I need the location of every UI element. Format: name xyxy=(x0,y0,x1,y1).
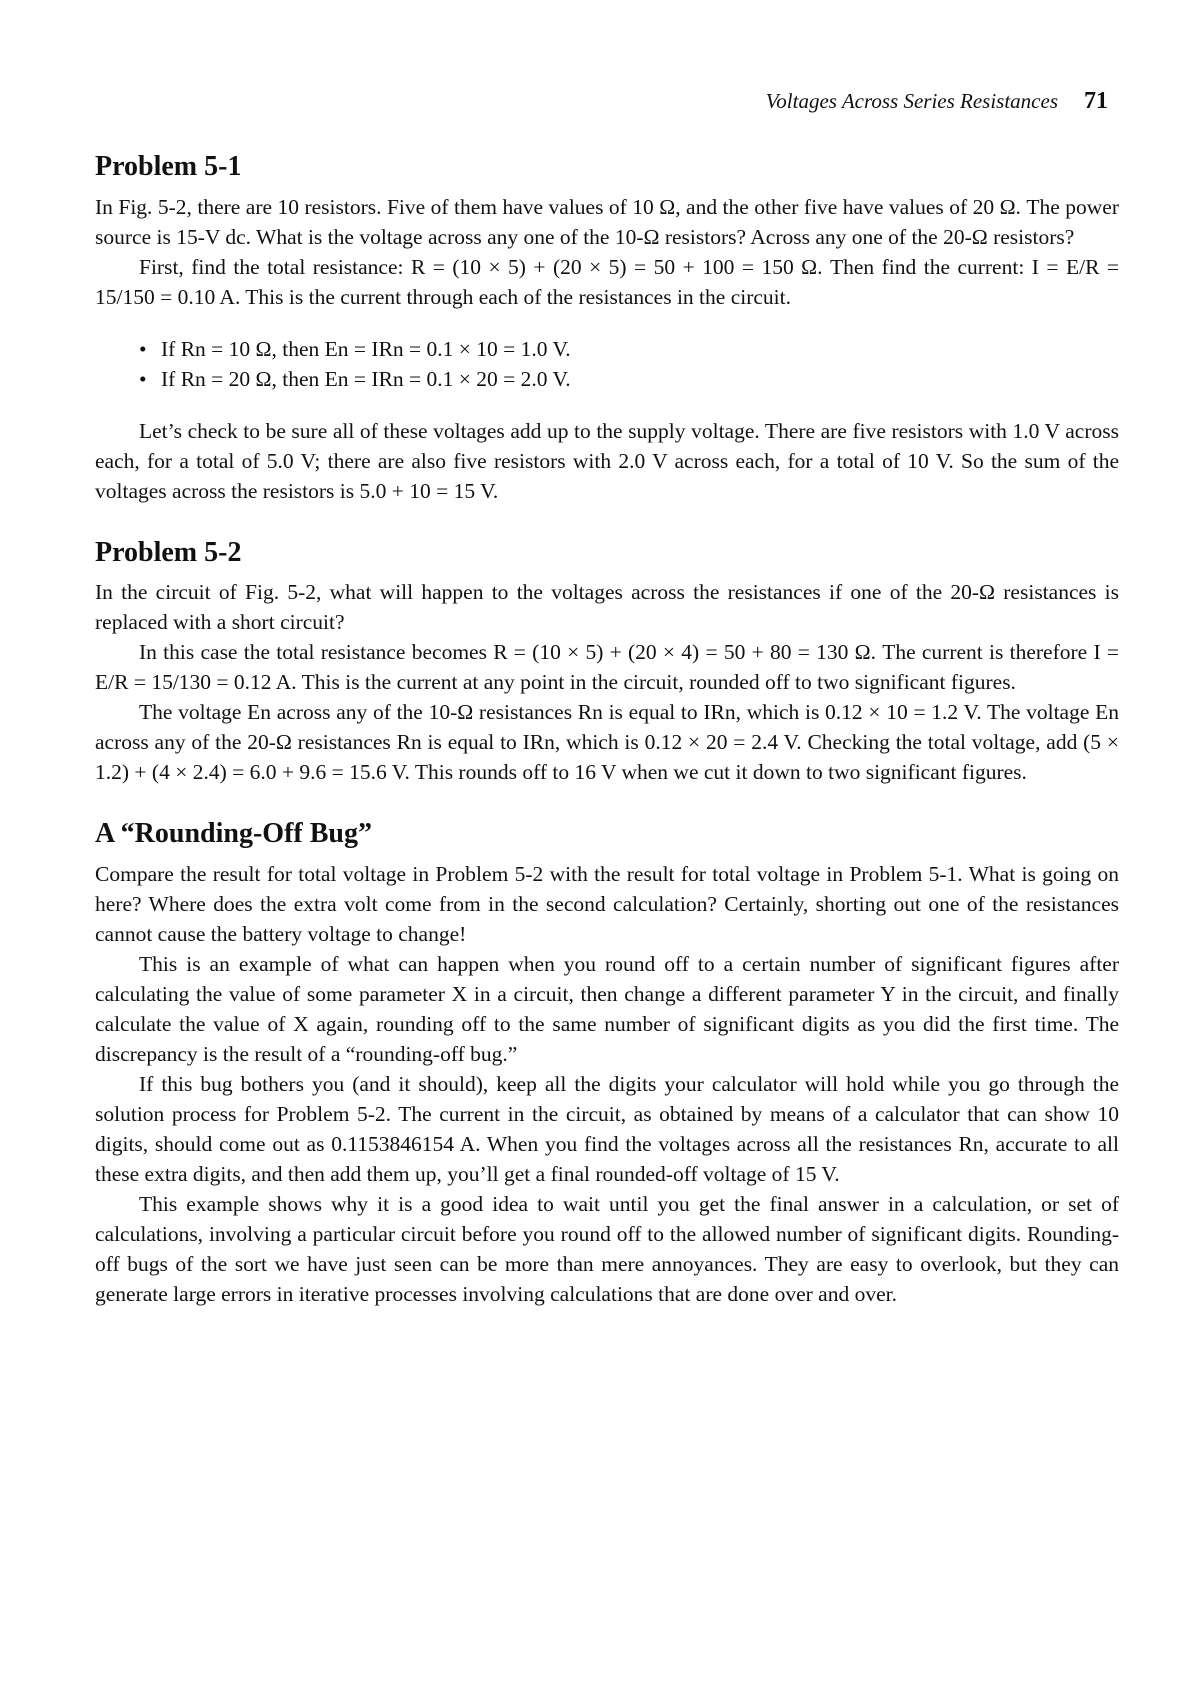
bullet-item xyxy=(139,334,1119,364)
paragraph: If this bug bothers you (and it should), keep all the digits your calculator will hold while you go through the solution process for Problem 5-2. The current in the circuit, as obtained by means of a calculator that can show 10 digits, should come out as 0.1153846154 A. When you find the voltages across all the resistances Rn, accurate to all these extra digits, and then add them up, you’ll get a final rounded-off voltage of 15 V. xyxy=(95,1071,1119,1186)
paragraph: This is an example of what can happen when you round off to a certain number of significant figures after calculating the value of some parameter X in a circuit, then change a different parameter Y in the circuit, and finally calculate the value of X again, rounding off to the same number of significant digits as you did the first time. The discrepancy is the result of a “rounding-off bug.” xyxy=(95,951,1119,1066)
paragraph: First, find the total resistance: R = (10 × 5) + (20 × 5) = 50 + 100 = 150 Ω. Then find the current: I = E/R = 15/150 = 0.10 A. This is the current through each of the resistances in the circuit. xyxy=(95,254,1119,309)
bullet-text: If Rn = 10 Ω, then En = IRn = 0.1 × 10 = 1.0 V. xyxy=(161,336,571,361)
bullet-item xyxy=(139,364,1119,394)
section-heading: A “Rounding-Off Bug” xyxy=(95,818,372,850)
paragraph: In Fig. 5-2, there are 10 resistors. Five of them have values of 10 Ω, and the other five have values of 20 Ω. The power source is 15-V dc. What is the voltage across any one of the 10-Ω resistors? Across any one of the 20-Ω resistors? xyxy=(95,194,1119,249)
paragraph: This example shows why it is a good idea to wait until you get the final answer in a calculation, or set of calculations, involving a particular circuit before you round off to the allowed number of significant digits. Rounding-off bugs of the sort we have just seen can be more than mere annoyances. They are easy to overlook, but they can generate large errors in iterative processes involving calculations that are done over and over. xyxy=(95,1191,1119,1306)
paragraph: Let’s check to be sure all of these voltages add up to the supply voltage. There are five resistors with 1.0 V across each, for a total of 5.0 V; there are also five resistors with 2.0 V across each, for a total of 10 V. So the sum of the voltages across the resistors is 5.0 + 10 = 15 V. xyxy=(95,418,1119,503)
running-head-title: Voltages Across Series Resistances xyxy=(765,89,1058,113)
section-problem-5-1 xyxy=(95,150,1119,506)
page-number: 71 xyxy=(1084,88,1108,114)
section-heading: Problem 5-2 xyxy=(95,536,242,568)
bullet-text: If Rn = 20 Ω, then En = IRn = 0.1 × 20 = 2.0 V. xyxy=(161,366,571,391)
paragraph: Compare the result for total voltage in Problem 5-2 with the result for total voltage in Problem 5-1. What is going on here? Where does the extra volt come from in the second calculation? Certainly, shorting out one of the resistances cannot cause the battery voltage to change! xyxy=(95,861,1119,946)
page-content xyxy=(95,150,1119,1339)
paragraph: In this case the total resistance becomes R = (10 × 5) + (20 × 4) = 50 + 80 = 130 Ω. The current is therefore I = E/R = 15/130 = 0.12 A. This is the current at any point in the circuit, rounded off to two significant figures. xyxy=(95,640,1119,695)
section-heading: Problem 5-1 xyxy=(95,151,242,182)
paragraph: In the circuit of Fig. 5-2, what will happen to the voltages across the resistances if one of the 20-Ω resistances is replaced with a short circuit? xyxy=(95,580,1119,635)
section-problem-5-2 xyxy=(95,536,1119,788)
bullet-list xyxy=(95,334,1119,394)
running-head xyxy=(766,88,1108,115)
bullet-icon: • xyxy=(139,366,147,391)
paragraph: The voltage En across any of the 10-Ω resistances Rn is equal to IRn, which is 0.12 × 10 = 1.2 V. The voltage En across any of the 20-Ω resistances Rn is equal to IRn, which is 0.12 × 20 = 2.4 V. Checking the total voltage, add (5 × 1.2) + (4 × 2.4) = 6.0 + 9.6 = 15.6 V. This rounds off to 16 V when we cut it down to two significant figures. xyxy=(95,700,1119,785)
section-rounding-off-bug xyxy=(95,817,1119,1309)
bullet-icon: • xyxy=(139,336,147,361)
